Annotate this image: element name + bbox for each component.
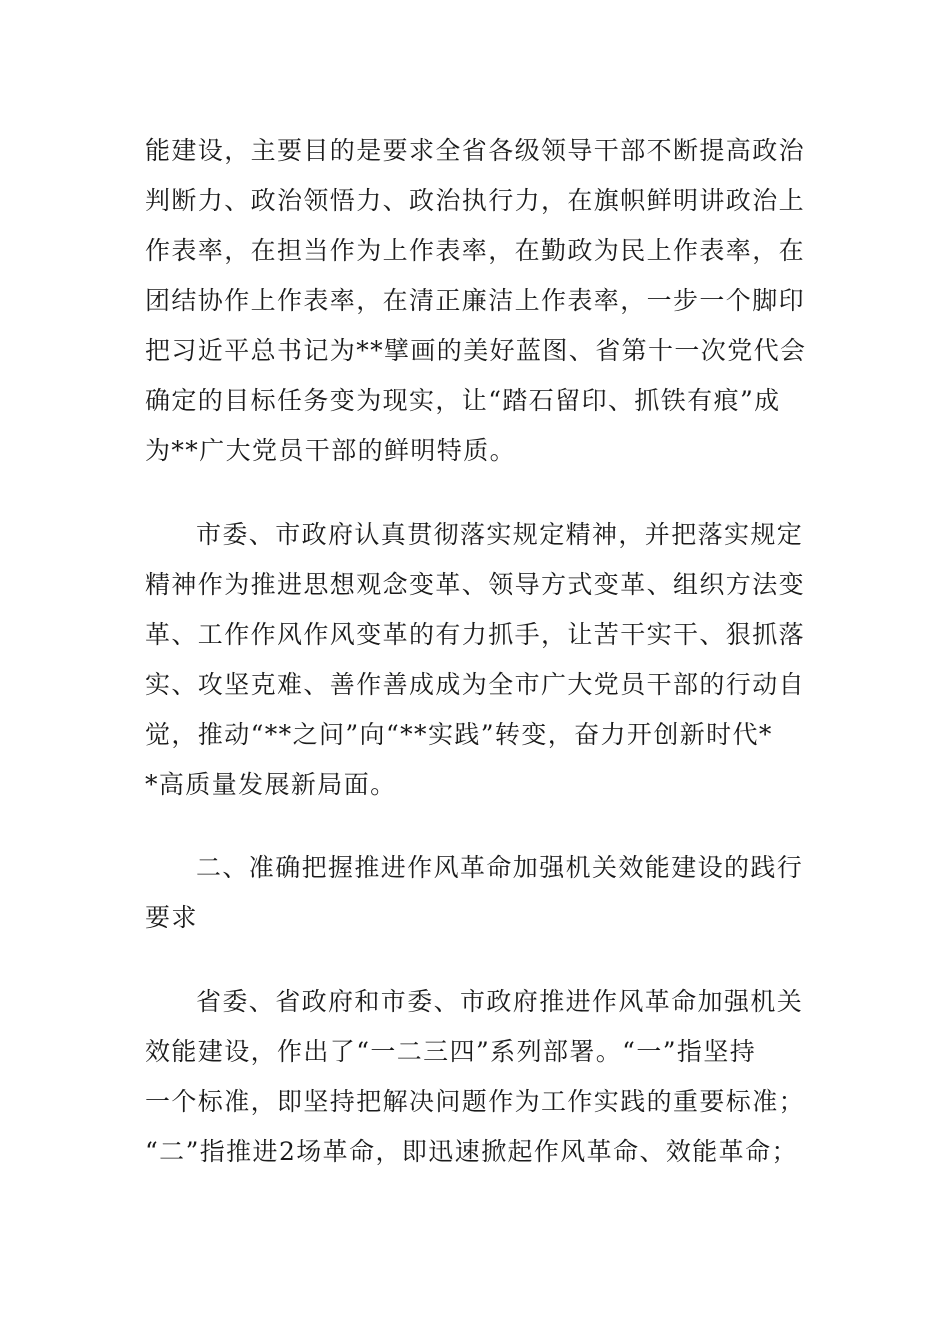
paragraph-3-line-1: 省委、省政府和市委、市政府推进作风革命加强机关: [196, 987, 804, 1016]
paragraph-2-line-6: *高质量发展新局面。: [145, 770, 397, 799]
paragraph-3-line-2: 效能建设，作出了“一二三四”系列部署。“一”指坚持: [145, 1037, 757, 1066]
section-heading-line-1: 二、准确把握推进作风革命加强机关效能建设的践行: [196, 853, 804, 882]
paragraph-2-line-2: 精神作为推进思想观念变革、领导方式变革、组织方法变: [145, 570, 806, 599]
paragraph-1-line-2: 判断力、政治领悟力、政治执行力，在旗帜鲜明讲政治上: [145, 186, 806, 215]
section-heading-line-2: 要求: [145, 903, 198, 932]
paragraph-3-line-4: “二”指推进2场革命，即迅速掀起作风革命、效能革命；: [145, 1137, 798, 1166]
paragraph-1-line-5: 把习近平总书记为**擘画的美好蓝图、省第十一次党代会: [145, 336, 807, 365]
paragraph-3-line-3: 一个标准，即坚持把解决问题作为工作实践的重要标准；: [145, 1087, 806, 1116]
paragraph-2-line-1: 市委、市政府认真贯彻落实规定精神，并把落实规定: [196, 520, 804, 549]
paragraph-1-line-6: 确定的目标任务变为现实，让“踏石留印、抓铁有痕”成: [145, 386, 781, 415]
paragraph-2-line-4: 实、攻坚克难、善作善成成为全市广大党员干部的行动自: [145, 670, 806, 699]
paragraph-1-line-7: 为**广大党员干部的鲜明特质。: [145, 436, 517, 465]
paragraph-1-line-1: 能建设，主要目的是要求全省各级领导干部不断提高政治: [145, 136, 806, 165]
paragraph-1-line-4: 团结协作上作表率，在清正廉洁上作表率，一步一个脚印: [145, 286, 806, 315]
paragraph-1-line-3: 作表率，在担当作为上作表率，在勤政为民上作表率，在: [145, 236, 806, 265]
paragraph-2-line-3: 革、工作作风作风变革的有力抓手，让苦干实干、狠抓落: [145, 620, 806, 649]
paragraph-2-line-5: 觉，推动“**之问”向“**实践”转变，奋力开创新时代*: [145, 720, 773, 749]
